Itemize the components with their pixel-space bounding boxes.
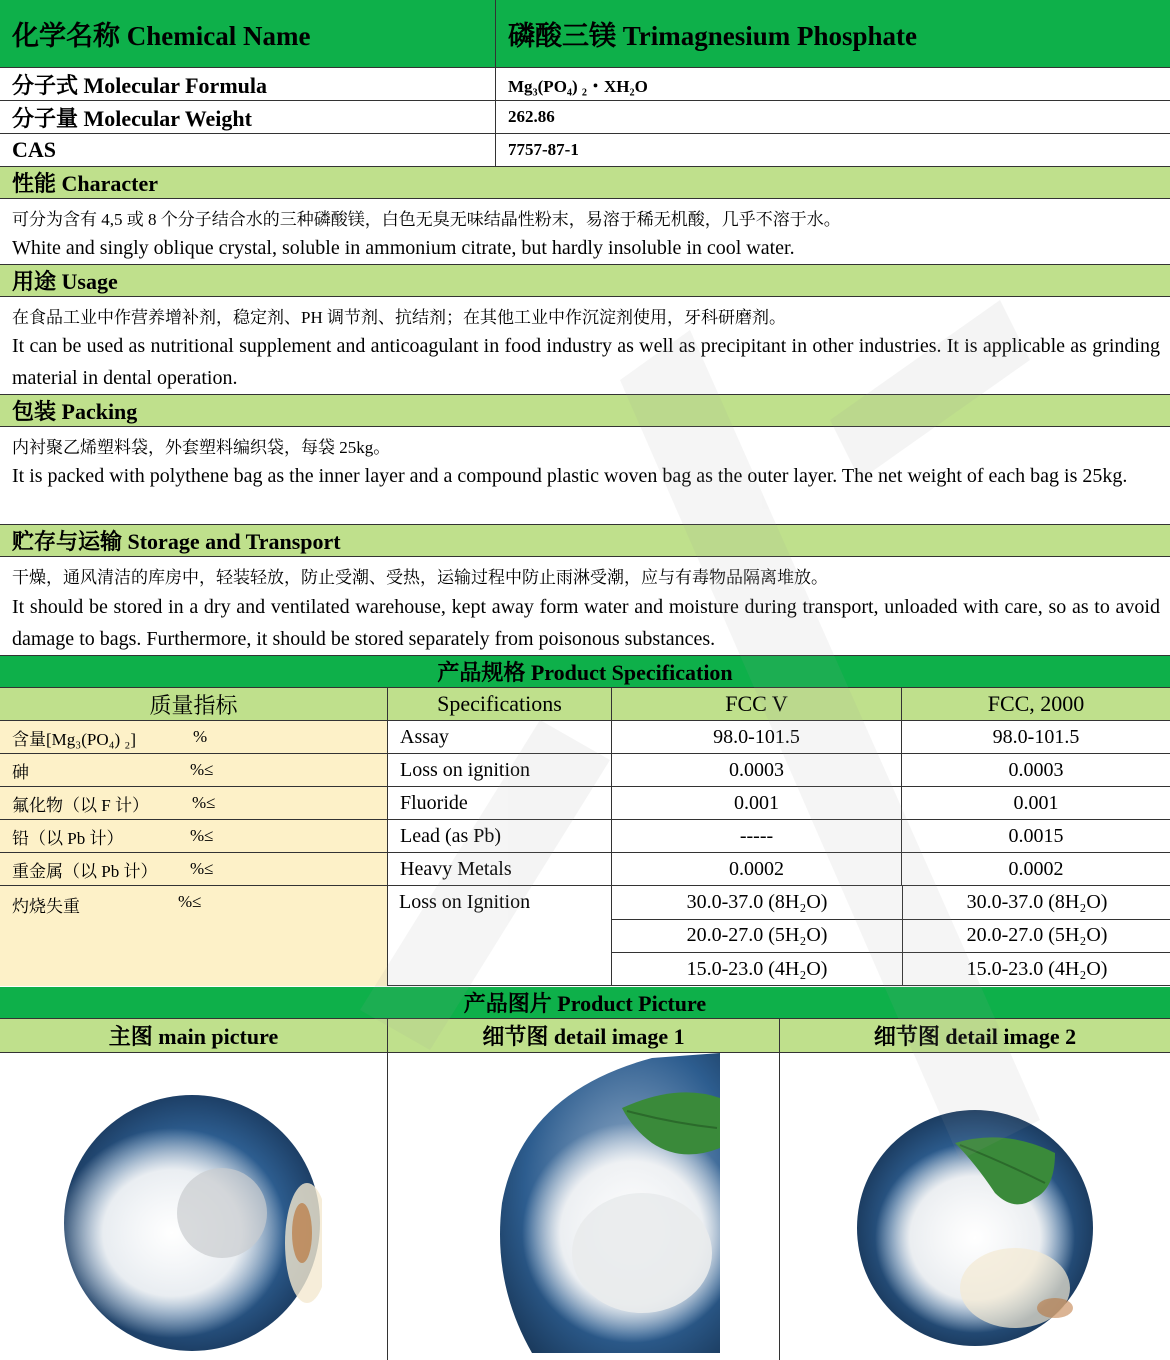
weight-value: 262.86 (495, 101, 1170, 133)
table-row (0, 820, 1170, 853)
usage-en: It can be used as nutritional supplement and anticoagulant in food industry as well as precipitant in other industries. It is applicable as grinding material in dental operation. (12, 335, 1160, 389)
quality-name: 重金属（以 Pb 计） (12, 861, 158, 881)
ignition-block (0, 886, 1170, 986)
divider (387, 1053, 388, 1360)
fcc-v-value: 98.0-101.5 (611, 721, 901, 753)
chemical-name-label: 化学名称 Chemical Name (12, 21, 311, 51)
chemical-name-value: 磷酸三镁 Trimagnesium Phosphate (495, 0, 1170, 67)
quality-cell (0, 787, 387, 819)
quality-unit: %≤ (192, 793, 216, 812)
fcc-2000-value: 98.0-101.5 (901, 721, 1170, 753)
ignition-quality-cell (0, 886, 387, 986)
table-row (0, 787, 1170, 820)
fcc-2000-value: 0.001 (901, 787, 1170, 819)
table-row (612, 919, 1170, 953)
character-header (0, 167, 1170, 199)
picture-header (0, 987, 1170, 1019)
main-picture-image (62, 1093, 322, 1353)
quality-name: 砷 (12, 762, 29, 782)
fcc-v-value: 0.001 (611, 787, 901, 819)
divider (779, 1053, 780, 1360)
storage-en: It should be stored in a dry and ventilated warehouse, kept away form water and moisture during transport, unloaded with care, so as to avoid damage to bags. Furthermore, it should be stored separately from poisonous substances. (12, 596, 1160, 650)
spec-name: Fluoride (387, 787, 611, 819)
quality-cell (0, 754, 387, 786)
spec-name: Assay (387, 721, 611, 753)
fcc-2000-value: 0.0002 (901, 853, 1170, 885)
cas-value: 7757-87-1 (495, 134, 1170, 166)
quality-name: 氟化物（以 F 计） (12, 795, 149, 815)
quality-unit: %≤ (190, 859, 214, 878)
character-en: White and singly oblique crystal, soluble in ammonium citrate, but hardly insoluble in cool water. (12, 237, 795, 259)
packing-en: It is packed with polythene bag as the inner layer and a compound plastic woven bag as the outer layer. The net weight of each bag is 25kg. (12, 465, 1128, 487)
picture-labels (0, 1019, 1170, 1053)
spec-header (0, 656, 1170, 688)
fcc-v-value: ----- (611, 820, 901, 852)
packing-header (0, 395, 1170, 427)
storage-header (0, 525, 1170, 557)
picture-label-detail-2: 细节图 detail image 2 (779, 1019, 1170, 1052)
weight-label: 分子量 Molecular Weight (12, 105, 252, 131)
usage-title: 用途 Usage (12, 269, 118, 294)
chemical-name-row (0, 0, 1170, 68)
fcc-2000-value: 0.0015 (901, 820, 1170, 852)
spec-col-headers (0, 688, 1170, 721)
spec-name: Heavy Metals (387, 853, 611, 885)
col-header-fcc-2000: FCC, 2000 (901, 688, 1170, 720)
packing-cn: 内衬聚乙烯塑料袋，外套塑料编织袋，每袋 25kg。 (12, 438, 391, 457)
ignition-spec-cell (387, 886, 611, 986)
picture-label-main: 主图 main picture (108, 1024, 279, 1049)
detail-picture-2-image (855, 1103, 1095, 1353)
storage-title: 贮存与运输 Storage and Transport (12, 529, 341, 554)
quality-cell (0, 853, 387, 885)
character-cn: 可分为含有 4,5 或 8 个分子结合水的三种磷酸镁，白色无臭无味结晶性粉末，易溶于稀无机酸，几乎不溶于水。 (12, 210, 841, 229)
fcc-2000-value: 15.0-23.0 (4H₂O) (902, 952, 1170, 986)
fcc-v-value: 20.0-27.0 (5H₂O) (686, 924, 828, 946)
ignition-values (611, 886, 1170, 986)
formula-row (0, 68, 1170, 101)
storage-body (0, 557, 1170, 656)
table-row (612, 886, 1170, 920)
formula-value: Mg₃(PO₄) ₂・XH₂O (495, 68, 1170, 100)
formula-label: 分子式 Molecular Formula (12, 72, 267, 98)
quality-name: 铅（以 Pb 计） (12, 828, 124, 848)
quality-unit: %≤ (190, 760, 214, 779)
fcc-v-value: 15.0-23.0 (4H₂O) (686, 957, 828, 980)
detail-picture-1-image (492, 1053, 720, 1353)
quality-cell (0, 820, 387, 852)
quality-name: 含量[Mg₃(PO₄) ₂] (12, 729, 137, 749)
picture-row (0, 1053, 1170, 1360)
quality-unit: %≤ (190, 826, 214, 845)
cas-label: CAS (12, 137, 57, 162)
col-header-fcc-v: FCC V (611, 688, 901, 720)
quality-unit: % (193, 727, 208, 746)
table-row (612, 952, 1170, 986)
table-row (0, 721, 1170, 754)
quality-cell (0, 721, 387, 753)
fcc-2000-value: 30.0-37.0 (8H₂O) (902, 886, 1170, 919)
ignition-quality-unit: %≤ (178, 892, 202, 911)
fcc-v-value: 0.0003 (611, 754, 901, 786)
spec-name: Lead (as Pb) (387, 820, 611, 852)
table-row (0, 754, 1170, 787)
fcc-v-value: 0.0002 (611, 853, 901, 885)
packing-title: 包装 Packing (12, 399, 138, 424)
character-title: 性能 Character (12, 171, 159, 196)
ignition-spec-name: Loss on Ignition (399, 891, 531, 913)
usage-cn: 在食品工业中作营养增补剂，稳定剂、PH 调节剂、抗结剂；在其他工业中作沉淀剂使用，牙科研磨剂。 (12, 308, 786, 327)
usage-body (0, 297, 1170, 395)
fcc-2000-value: 20.0-27.0 (5H₂O) (902, 919, 1170, 952)
character-body (0, 199, 1170, 265)
fcc-2000-value: 0.0003 (901, 754, 1170, 786)
spec-title: 产品规格 Product Specification (437, 660, 733, 685)
packing-body (0, 427, 1170, 525)
picture-label-detail-1: 细节图 detail image 1 (387, 1019, 779, 1052)
fcc-v-value: 30.0-37.0 (8H₂O) (686, 891, 828, 913)
cas-row (0, 134, 1170, 167)
spec-name: Loss on ignition (387, 754, 611, 786)
ignition-quality-name: 灼烧失重 (12, 897, 80, 916)
storage-cn: 干燥，通风清洁的库房中，轻装轻放，防止受潮、受热，运输过程中防止雨淋受潮，应与有毒物品隔离堆放。 (12, 568, 828, 587)
col-header-quality: 质量指标 (149, 692, 238, 718)
usage-header (0, 265, 1170, 297)
picture-title: 产品图片 Product Picture (463, 991, 707, 1016)
col-header-specifications: Specifications (387, 688, 611, 720)
weight-row (0, 101, 1170, 134)
table-row (0, 853, 1170, 886)
